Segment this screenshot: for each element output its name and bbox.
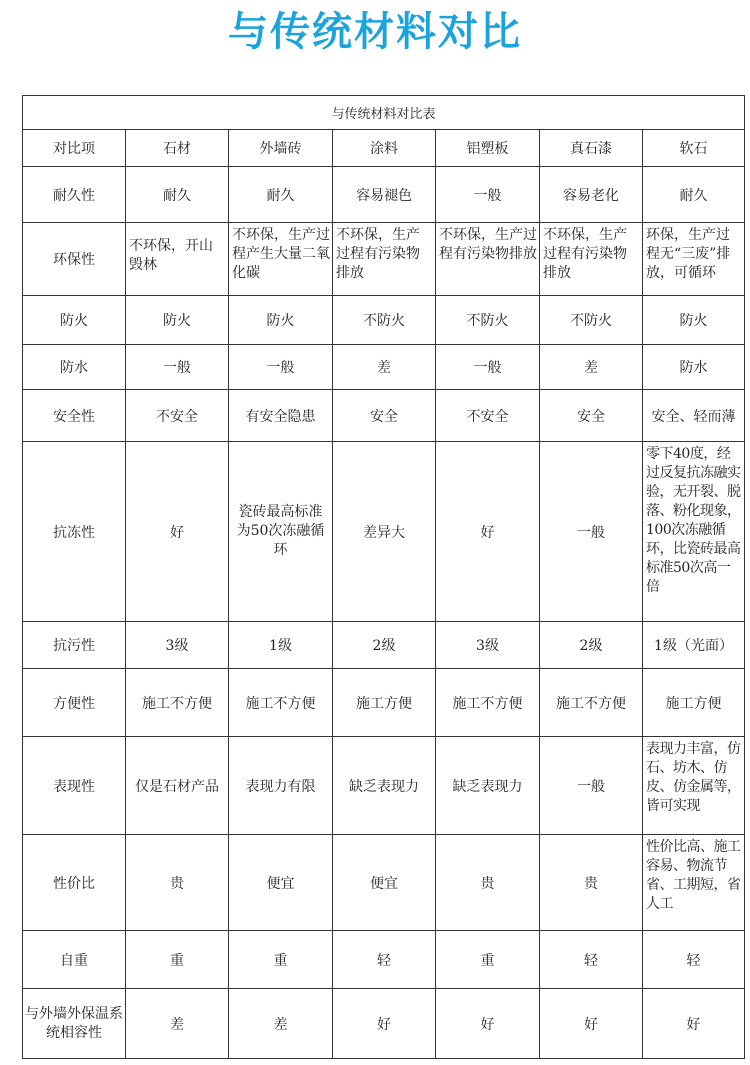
table-cell: 一般 bbox=[436, 167, 540, 223]
table-cell: 1级 bbox=[229, 622, 333, 669]
table-cell: 重 bbox=[436, 931, 540, 989]
table-cell: 差 bbox=[126, 989, 229, 1059]
table-cell: 仅是石材产品 bbox=[126, 737, 229, 835]
table-cell: 好 bbox=[436, 989, 540, 1059]
table-cell: 表现力有限 bbox=[229, 737, 333, 835]
table-cell: 好 bbox=[540, 989, 643, 1059]
table-cell: 一般 bbox=[540, 442, 643, 622]
table-cell: 施工不方便 bbox=[229, 669, 333, 737]
table-row bbox=[23, 167, 745, 223]
table-cell: 一般 bbox=[436, 345, 540, 390]
table-cell: 不防火 bbox=[540, 296, 643, 345]
table-row bbox=[23, 989, 745, 1059]
table-cell: 重 bbox=[126, 931, 229, 989]
row-label: 方便性 bbox=[23, 669, 126, 737]
table-cell: 重 bbox=[229, 931, 333, 989]
table-cell: 便宜 bbox=[333, 835, 436, 931]
table-cell: 贵 bbox=[540, 835, 643, 931]
header-cell-soft-stone: 软石 bbox=[643, 130, 745, 167]
table-cell: 环保，生产过程无“三废”排放，可循环 bbox=[643, 223, 745, 296]
table-cell: 防火 bbox=[126, 296, 229, 345]
table-cell: 不安全 bbox=[436, 390, 540, 442]
table-cell: 有安全隐患 bbox=[229, 390, 333, 442]
table-cell: 3级 bbox=[126, 622, 229, 669]
table-cell: 防火 bbox=[643, 296, 745, 345]
table-row bbox=[23, 669, 745, 737]
row-label: 防火 bbox=[23, 296, 126, 345]
row-label: 耐久性 bbox=[23, 167, 126, 223]
table-cell: 2级 bbox=[333, 622, 436, 669]
table-cell: 不安全 bbox=[126, 390, 229, 442]
table-cell: 便宜 bbox=[229, 835, 333, 931]
row-label: 自重 bbox=[23, 931, 126, 989]
table-caption-row bbox=[23, 96, 745, 130]
table-cell: 防水 bbox=[643, 345, 745, 390]
table-cell: 缺乏表现力 bbox=[436, 737, 540, 835]
row-label: 防水 bbox=[23, 345, 126, 390]
table-cell: 不环保，生产过程有污染物排放 bbox=[436, 223, 540, 296]
table-cell: 不环保，生产过程有污染物排放 bbox=[540, 223, 643, 296]
table-cell: 施工不方便 bbox=[540, 669, 643, 737]
table-row bbox=[23, 622, 745, 669]
table-cell: 好 bbox=[126, 442, 229, 622]
table-row bbox=[23, 737, 745, 835]
table-cell: 施工不方便 bbox=[126, 669, 229, 737]
table-cell: 耐久 bbox=[229, 167, 333, 223]
table-cell: 安全 bbox=[540, 390, 643, 442]
table-caption: 与传统材料对比表 bbox=[23, 96, 745, 130]
table-cell: 一般 bbox=[229, 345, 333, 390]
table-cell: 好 bbox=[436, 442, 540, 622]
table-cell: 差 bbox=[540, 345, 643, 390]
table-header-row bbox=[23, 130, 745, 167]
comparison-table bbox=[22, 95, 745, 1059]
table-row bbox=[23, 223, 745, 296]
table-cell: 施工方便 bbox=[643, 669, 745, 737]
row-label: 安全性 bbox=[23, 390, 126, 442]
row-label: 环保性 bbox=[23, 223, 126, 296]
row-label: 表现性 bbox=[23, 737, 126, 835]
table-cell: 性价比高、施工容易、物流节省、工期短，省人工 bbox=[643, 835, 745, 931]
header-cell-item: 对比项 bbox=[23, 130, 126, 167]
table-cell: 一般 bbox=[540, 737, 643, 835]
table-cell: 差 bbox=[229, 989, 333, 1059]
row-label: 性价比 bbox=[23, 835, 126, 931]
table-cell: 差 bbox=[333, 345, 436, 390]
table-row bbox=[23, 296, 745, 345]
table-cell: 好 bbox=[333, 989, 436, 1059]
table-cell: 1级（光面） bbox=[643, 622, 745, 669]
table-cell: 3级 bbox=[436, 622, 540, 669]
table-cell: 安全、轻而薄 bbox=[643, 390, 745, 442]
table-cell: 容易老化 bbox=[540, 167, 643, 223]
table-cell: 不防火 bbox=[333, 296, 436, 345]
table-cell: 不环保，开山毁林 bbox=[126, 223, 229, 296]
table-cell: 容易褪色 bbox=[333, 167, 436, 223]
table-cell: 不环保，生产过程产生大量二氧化碳 bbox=[229, 223, 333, 296]
table-cell: 耐久 bbox=[643, 167, 745, 223]
table-row bbox=[23, 931, 745, 989]
header-cell-paint: 涂料 bbox=[333, 130, 436, 167]
table-cell: 不防火 bbox=[436, 296, 540, 345]
table-cell: 缺乏表现力 bbox=[333, 737, 436, 835]
table-cell: 轻 bbox=[643, 931, 745, 989]
table-cell: 耐久 bbox=[126, 167, 229, 223]
row-label: 抗冻性 bbox=[23, 442, 126, 622]
table-cell: 防火 bbox=[229, 296, 333, 345]
table-row bbox=[23, 390, 745, 442]
table-cell: 施工不方便 bbox=[436, 669, 540, 737]
table-cell: 零下40度，经过反复抗冻融实验，无开裂、脱落、粉化现象，100次冻融循环，比瓷砖最高标准50次高一倍 bbox=[643, 442, 745, 622]
table-cell: 施工方便 bbox=[333, 669, 436, 737]
table-cell: 安全 bbox=[333, 390, 436, 442]
header-cell-tile: 外墙砖 bbox=[229, 130, 333, 167]
table-cell: 瓷砖最高标准为50次冻融循环 bbox=[229, 442, 333, 622]
table-cell: 轻 bbox=[540, 931, 643, 989]
table-row bbox=[23, 835, 745, 931]
row-label: 与外墙外保温系统相容性 bbox=[23, 989, 126, 1059]
page-title: 与传统材料对比 bbox=[228, 9, 522, 55]
table-cell: 贵 bbox=[436, 835, 540, 931]
table-cell: 差异大 bbox=[333, 442, 436, 622]
row-label: 抗污性 bbox=[23, 622, 126, 669]
table-row bbox=[23, 345, 745, 390]
table-cell: 轻 bbox=[333, 931, 436, 989]
header-cell-aluminum: 铝塑板 bbox=[436, 130, 540, 167]
table-cell: 贵 bbox=[126, 835, 229, 931]
table-row bbox=[23, 442, 745, 622]
table-cell: 好 bbox=[643, 989, 745, 1059]
table-cell: 2级 bbox=[540, 622, 643, 669]
header-cell-stone: 石材 bbox=[126, 130, 229, 167]
table-cell: 表现力丰富，仿石、坊木、仿皮、仿金属等，皆可实现 bbox=[643, 737, 745, 835]
table-cell: 不环保，生产过程有污染物排放 bbox=[333, 223, 436, 296]
table-cell: 一般 bbox=[126, 345, 229, 390]
header-cell-stone-paint: 真石漆 bbox=[540, 130, 643, 167]
